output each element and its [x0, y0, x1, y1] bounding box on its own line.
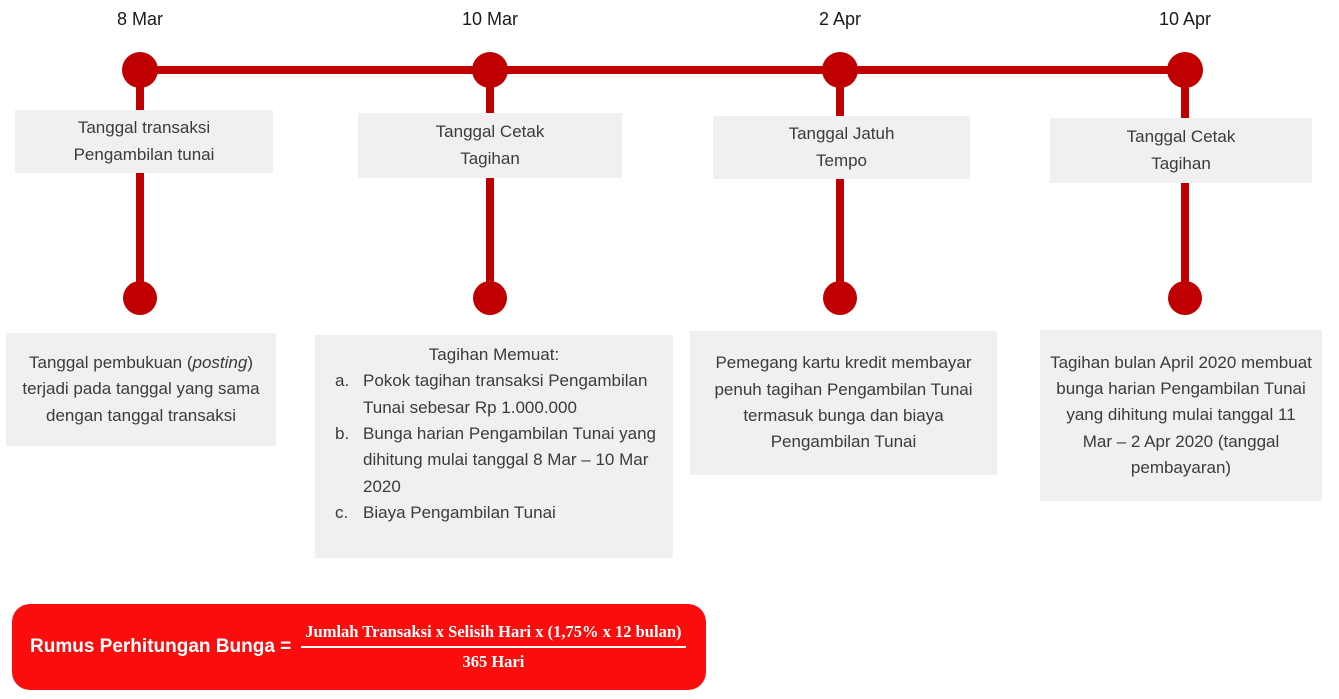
list-text: Bunga harian Pengambilan Tunai yang dihitung mulai tanggal 8 Mar – 10 Mar 2020 — [363, 424, 656, 496]
label-line: Tagihan — [460, 148, 520, 168]
description-text: Pemegang kartu kredit membayar penuh tagihan Pengambilan Tunai termasuk bunga dan biaya Pengambilan Tunai — [714, 353, 973, 452]
fraction-denominator: 365 Hari — [462, 652, 525, 671]
fraction-numerator: Jumlah Transaksi x Selisih Hari x (1,75% x 12 bulan) — [301, 622, 685, 648]
connector-stem — [1181, 70, 1189, 298]
milestone-description-box — [315, 335, 673, 558]
description-text: Tanggal pembukuan (posting) terjadi pada tanggal yang sama dengan tanggal transaksi — [22, 352, 260, 425]
end-node-dot — [1168, 281, 1202, 315]
label-line: Tanggal Cetak — [435, 122, 545, 142]
milestone-label-box — [1050, 118, 1312, 183]
description-text: Tagihan bulan April 2020 membuat bunga harian Pengambilan Tunai yang dihitung mulai tanggal 11 Mar – 2 Apr 2020 (tanggal pembayaran) — [1050, 352, 1312, 478]
formula-label: Rumus Perhitungan Bunga = — [30, 636, 292, 657]
label-line: Tanggal Cetak — [1126, 127, 1236, 147]
list-item — [323, 421, 665, 500]
label-line: Tanggal Jatuh — [788, 124, 895, 144]
label-line: Pengambilan tunai — [73, 144, 215, 164]
label-line: Tagihan — [1151, 153, 1211, 173]
timeline-node-dot — [122, 52, 158, 88]
milestone-description-box — [1040, 330, 1322, 501]
date-label: 8 Mar — [116, 9, 163, 29]
list-text: Biaya Pengambilan Tunai — [363, 503, 556, 523]
date-label: 10 Apr — [1158, 9, 1212, 29]
connector-stem — [836, 70, 844, 298]
description-title: Tagihan Memuat: — [428, 345, 560, 364]
list-marker: b. — [335, 424, 350, 444]
formula-fraction — [301, 622, 685, 672]
milestone-label-box — [358, 113, 622, 178]
timeline-node-dot — [472, 52, 508, 88]
milestone-description-box — [690, 331, 997, 475]
date-label: 2 Apr — [818, 9, 862, 29]
connector-stem — [486, 70, 494, 298]
milestone-description-box — [6, 333, 276, 446]
list-text: Pokok tagihan transaksi Pengambilan Tunai sebesar Rp 1.000.000 — [363, 371, 648, 417]
timeline-axis — [140, 66, 1186, 74]
end-node-dot — [473, 281, 507, 315]
formula-box — [12, 604, 706, 690]
timeline-node-dot — [1167, 52, 1203, 88]
label-line: Tanggal transaksi — [77, 118, 211, 138]
end-node-dot — [123, 281, 157, 315]
list-item — [323, 368, 665, 421]
list-item — [323, 500, 665, 526]
milestone-label-box — [15, 110, 273, 173]
list-marker: a. — [335, 371, 350, 391]
list-marker: c. — [335, 503, 349, 523]
label-line: Tempo — [815, 150, 868, 170]
milestone-label-box — [713, 116, 970, 179]
end-node-dot — [823, 281, 857, 315]
timeline-node-dot — [822, 52, 858, 88]
connector-stem — [136, 70, 144, 298]
date-label: 10 Mar — [461, 9, 519, 29]
